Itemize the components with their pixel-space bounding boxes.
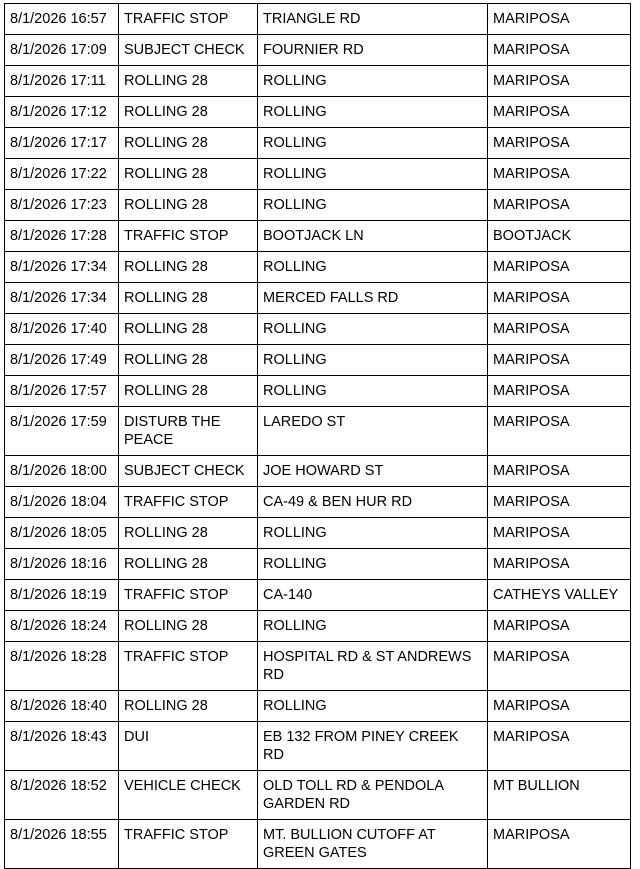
table-row [5, 314, 631, 345]
call-type-cell: SUBJECT CHECK [119, 35, 258, 66]
city-cell: MARIPOSA [488, 97, 631, 128]
call-type-cell: ROLLING 28 [119, 376, 258, 407]
city-cell: MARIPOSA [488, 376, 631, 407]
city-cell: MARIPOSA [488, 314, 631, 345]
datetime-cell: 8/1/2026 18:05 [5, 518, 119, 549]
datetime-cell: 8/1/2026 18:28 [5, 642, 119, 691]
city-cell: MARIPOSA [488, 518, 631, 549]
call-log-table [4, 3, 631, 869]
call-type-cell: ROLLING 28 [119, 611, 258, 642]
datetime-cell: 8/1/2026 18:40 [5, 691, 119, 722]
city-cell: MARIPOSA [488, 128, 631, 159]
table-row [5, 691, 631, 722]
datetime-cell: 8/1/2026 17:09 [5, 35, 119, 66]
table-row [5, 611, 631, 642]
location-cell: LAREDO ST [258, 407, 488, 456]
location-cell: ROLLING [258, 97, 488, 128]
call-type-cell: ROLLING 28 [119, 549, 258, 580]
datetime-cell: 8/1/2026 17:11 [5, 66, 119, 97]
call-type-cell: VEHICLE CHECK [119, 771, 258, 820]
table-row [5, 456, 631, 487]
city-cell: CATHEYS VALLEY [488, 580, 631, 611]
datetime-cell: 8/1/2026 18:43 [5, 722, 119, 771]
datetime-cell: 8/1/2026 16:57 [5, 4, 119, 35]
datetime-cell: 8/1/2026 17:40 [5, 314, 119, 345]
call-type-cell: ROLLING 28 [119, 283, 258, 314]
location-cell: MT. BULLION CUTOFF AT GREEN GATES [258, 820, 488, 869]
table-row [5, 35, 631, 66]
table-row [5, 518, 631, 549]
call-type-cell: ROLLING 28 [119, 190, 258, 221]
table-row [5, 407, 631, 456]
datetime-cell: 8/1/2026 18:04 [5, 487, 119, 518]
city-cell: MARIPOSA [488, 35, 631, 66]
location-cell: ROLLING [258, 159, 488, 190]
table-row [5, 642, 631, 691]
call-type-cell: TRAFFIC STOP [119, 820, 258, 869]
city-cell: MARIPOSA [488, 283, 631, 314]
table-row [5, 283, 631, 314]
datetime-cell: 8/1/2026 17:22 [5, 159, 119, 190]
table-row [5, 4, 631, 35]
location-cell: ROLLING [258, 190, 488, 221]
call-type-cell: TRAFFIC STOP [119, 4, 258, 35]
call-type-cell: ROLLING 28 [119, 691, 258, 722]
city-cell: MARIPOSA [488, 252, 631, 283]
datetime-cell: 8/1/2026 18:16 [5, 549, 119, 580]
location-cell: JOE HOWARD ST [258, 456, 488, 487]
location-cell: OLD TOLL RD & PENDOLA GARDEN RD [258, 771, 488, 820]
city-cell: BOOTJACK [488, 221, 631, 252]
location-cell: FOURNIER RD [258, 35, 488, 66]
city-cell: MARIPOSA [488, 549, 631, 580]
location-cell: ROLLING [258, 549, 488, 580]
location-cell: ROLLING [258, 66, 488, 97]
table-row [5, 820, 631, 869]
location-cell: ROLLING [258, 345, 488, 376]
call-type-cell: ROLLING 28 [119, 252, 258, 283]
datetime-cell: 8/1/2026 17:17 [5, 128, 119, 159]
call-type-cell: TRAFFIC STOP [119, 642, 258, 691]
table-row [5, 252, 631, 283]
datetime-cell: 8/1/2026 17:34 [5, 252, 119, 283]
call-type-cell: ROLLING 28 [119, 97, 258, 128]
table-row [5, 580, 631, 611]
location-cell: ROLLING [258, 691, 488, 722]
city-cell: MARIPOSA [488, 487, 631, 518]
table-row [5, 549, 631, 580]
table-row [5, 190, 631, 221]
city-cell: MT BULLION [488, 771, 631, 820]
table-row [5, 487, 631, 518]
table-row [5, 376, 631, 407]
table-row [5, 66, 631, 97]
city-cell: MARIPOSA [488, 407, 631, 456]
datetime-cell: 8/1/2026 17:49 [5, 345, 119, 376]
call-type-cell: ROLLING 28 [119, 159, 258, 190]
location-cell: ROLLING [258, 314, 488, 345]
city-cell: MARIPOSA [488, 691, 631, 722]
table-row [5, 128, 631, 159]
city-cell: MARIPOSA [488, 66, 631, 97]
datetime-cell: 8/1/2026 18:55 [5, 820, 119, 869]
table-row [5, 97, 631, 128]
city-cell: MARIPOSA [488, 345, 631, 376]
location-cell: CA-140 [258, 580, 488, 611]
call-type-cell: TRAFFIC STOP [119, 580, 258, 611]
datetime-cell: 8/1/2026 17:34 [5, 283, 119, 314]
call-type-cell: ROLLING 28 [119, 314, 258, 345]
datetime-cell: 8/1/2026 17:23 [5, 190, 119, 221]
city-cell: MARIPOSA [488, 722, 631, 771]
call-type-cell: ROLLING 28 [119, 128, 258, 159]
datetime-cell: 8/1/2026 17:12 [5, 97, 119, 128]
table-row [5, 221, 631, 252]
location-cell: ROLLING [258, 518, 488, 549]
location-cell: CA-49 & BEN HUR RD [258, 487, 488, 518]
location-cell: ROLLING [258, 376, 488, 407]
location-cell: MERCED FALLS RD [258, 283, 488, 314]
city-cell: MARIPOSA [488, 642, 631, 691]
call-type-cell: SUBJECT CHECK [119, 456, 258, 487]
datetime-cell: 8/1/2026 17:28 [5, 221, 119, 252]
call-type-cell: ROLLING 28 [119, 518, 258, 549]
city-cell: MARIPOSA [488, 190, 631, 221]
city-cell: MARIPOSA [488, 611, 631, 642]
call-type-cell: DISTURB THE PEACE [119, 407, 258, 456]
city-cell: MARIPOSA [488, 456, 631, 487]
location-cell: EB 132 FROM PINEY CREEK RD [258, 722, 488, 771]
location-cell: ROLLING [258, 128, 488, 159]
datetime-cell: 8/1/2026 18:19 [5, 580, 119, 611]
location-cell: ROLLING [258, 252, 488, 283]
city-cell: MARIPOSA [488, 4, 631, 35]
table-row [5, 722, 631, 771]
datetime-cell: 8/1/2026 17:59 [5, 407, 119, 456]
call-type-cell: ROLLING 28 [119, 66, 258, 97]
location-cell: TRIANGLE RD [258, 4, 488, 35]
datetime-cell: 8/1/2026 18:00 [5, 456, 119, 487]
call-type-cell: TRAFFIC STOP [119, 487, 258, 518]
table-row [5, 159, 631, 190]
call-type-cell: TRAFFIC STOP [119, 221, 258, 252]
call-type-cell: ROLLING 28 [119, 345, 258, 376]
city-cell: MARIPOSA [488, 820, 631, 869]
datetime-cell: 8/1/2026 18:24 [5, 611, 119, 642]
location-cell: HOSPITAL RD & ST ANDREWS RD [258, 642, 488, 691]
table-row [5, 345, 631, 376]
location-cell: BOOTJACK LN [258, 221, 488, 252]
datetime-cell: 8/1/2026 18:52 [5, 771, 119, 820]
datetime-cell: 8/1/2026 17:57 [5, 376, 119, 407]
city-cell: MARIPOSA [488, 159, 631, 190]
location-cell: ROLLING [258, 611, 488, 642]
call-type-cell: DUI [119, 722, 258, 771]
table-row [5, 771, 631, 820]
